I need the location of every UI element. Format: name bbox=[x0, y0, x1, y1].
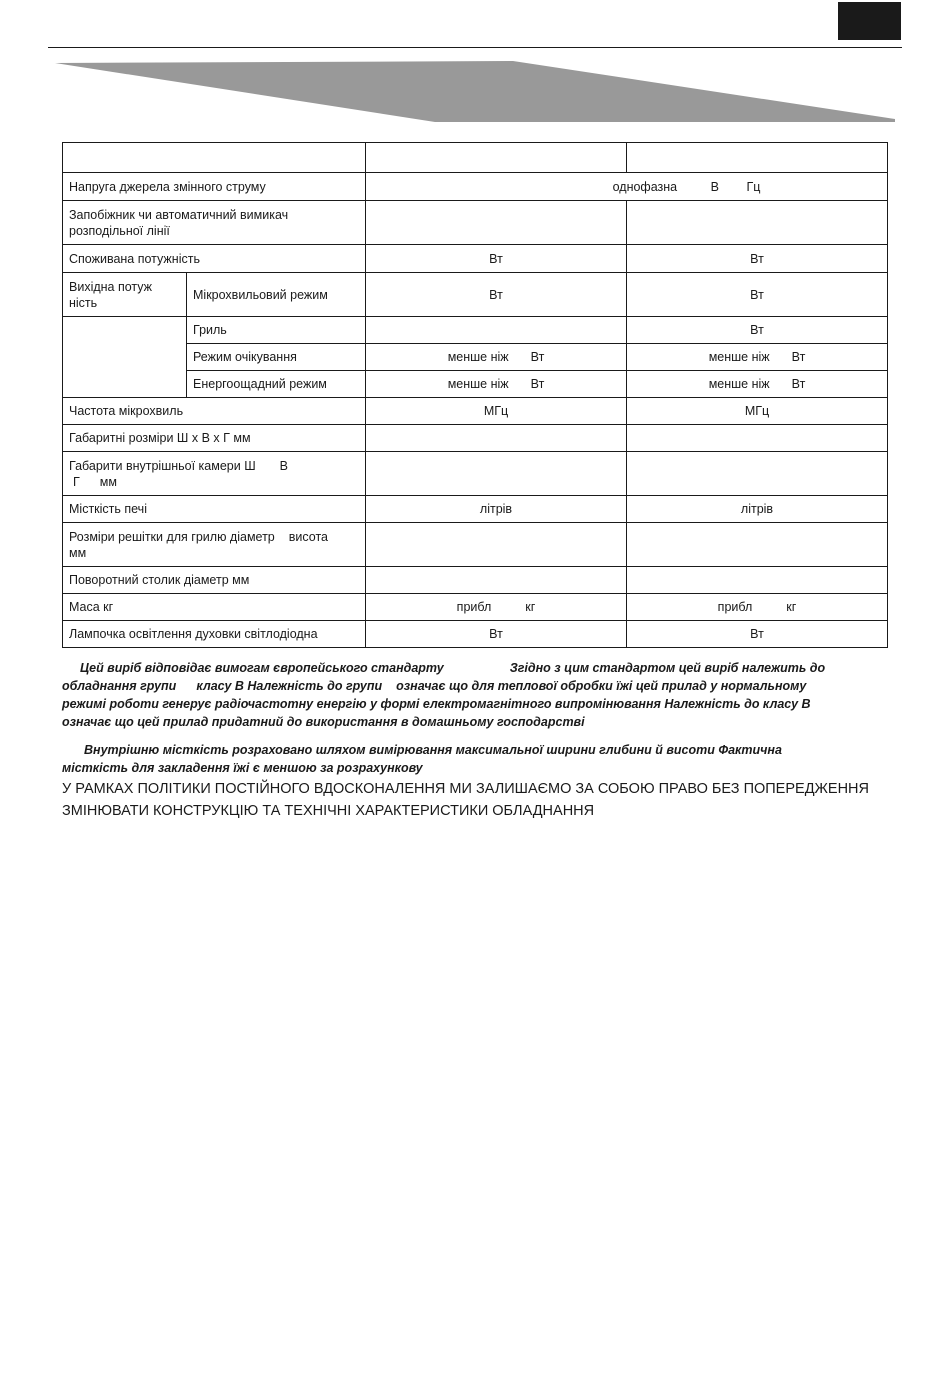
row-sublabel: Енергоощадний режим bbox=[187, 371, 366, 398]
capacity-note: Внутрішню місткість розраховано шляхом вимірювання максимальної ширини глибини й висоти Фактична місткість для закладення їжі є меншою за розрахункову bbox=[62, 743, 782, 775]
table-row bbox=[63, 567, 888, 594]
row-label: Розміри решітки для грилю діаметр висота мм bbox=[63, 523, 366, 567]
table-row bbox=[63, 452, 888, 496]
row-sublabel: Мікрохвильовий режим bbox=[187, 273, 366, 317]
table-header-row bbox=[63, 143, 888, 173]
table-row: Режим очікування менше ніж Вт менше ніж Вт bbox=[63, 344, 888, 371]
table-row: Частота мікрохвиль МГц МГц bbox=[63, 398, 888, 425]
row-label: Маса кг bbox=[63, 594, 366, 621]
table-row: Маса кг прибл кг прибл кг bbox=[63, 594, 888, 621]
language-tab bbox=[838, 2, 901, 40]
table-row: Енергоощадний режим менше ніж Вт менше ніж Вт bbox=[63, 371, 888, 398]
row-sublabel: Гриль bbox=[187, 317, 366, 344]
row-label: Запобіжник чи автоматичний вимикач розподільної лінії bbox=[63, 201, 366, 245]
table-row: Напруга джерела змінного струму однофазна В Гц bbox=[63, 173, 888, 201]
table-row: Гриль Вт bbox=[63, 317, 888, 344]
table-row: Споживана потужність Вт Вт bbox=[63, 245, 888, 273]
row-label: Габаритні розміри Ш х В х Г мм bbox=[63, 425, 366, 452]
table-row bbox=[63, 523, 888, 567]
row-label: Поворотний столик діаметр мм bbox=[63, 567, 366, 594]
standard-note: Цей виріб відповідає вимогам європейського стандарту Згідно з цим стандартом цей виріб належить до обладнання групи класу В Належність до групи означає що для теплової обробки їжі цей прилад у нормальному режимі роботи генерує радіочастотну енергію у формі електромагнітного випромінювання Належність до класу В означає що цей прилад придатний до використання в домашньому господарстві bbox=[62, 661, 826, 729]
row-sublabel: Режим очікування bbox=[187, 344, 366, 371]
header-rule bbox=[48, 47, 902, 48]
row-label: Місткість печі bbox=[63, 496, 366, 523]
table-row bbox=[63, 425, 888, 452]
row-label: Напруга джерела змінного струму bbox=[63, 173, 366, 201]
table-row: Вихідна потуж ність Мікрохвильовий режим Вт Вт bbox=[63, 273, 888, 317]
policy-statement: У РАМКАХ ПОЛІТИКИ ПОСТІЙНОГО ВДОСКОНАЛЕННЯ МИ ЗАЛИШАЄМО ЗА СОБОЮ ПРАВО БЕЗ ПОПЕРЕДЖЕННЯ ЗМІНЮВАТИ КОНСТРУКЦІЮ ТА ТЕХНІЧНІ ХАРАКТЕРИСТИКИ ОБЛАДНАННЯ bbox=[62, 781, 869, 819]
row-label: Частота мікрохвиль bbox=[63, 398, 366, 425]
row-label: Вихідна потуж ність bbox=[63, 273, 187, 317]
row-label: Споживана потужність bbox=[63, 245, 366, 273]
row-label: Лампочка освітлення духовки світлодіодна bbox=[63, 621, 366, 648]
row-label: Габарити внутрішньої камери Ш В Г мм bbox=[63, 452, 366, 496]
table-row bbox=[63, 201, 888, 245]
table-row: Лампочка освітлення духовки світлодіодна Вт Вт bbox=[63, 621, 888, 648]
section-banner bbox=[55, 61, 895, 122]
spec-table bbox=[62, 142, 888, 648]
table-row: Місткість печі літрів літрів bbox=[63, 496, 888, 523]
